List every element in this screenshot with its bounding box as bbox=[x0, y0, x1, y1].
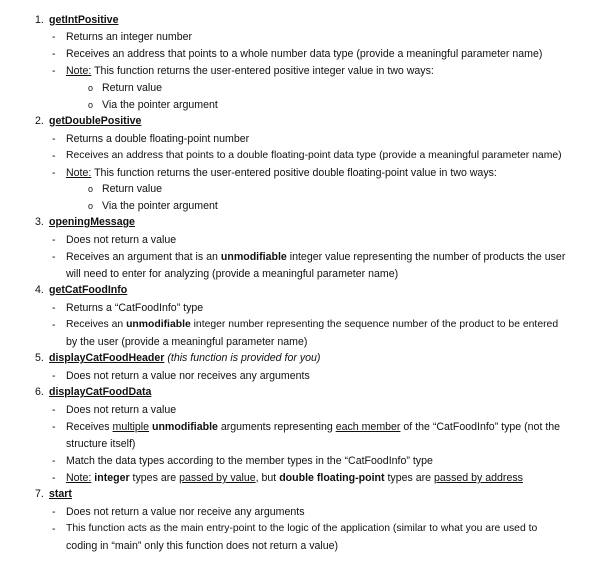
dash-bullet: - bbox=[52, 48, 56, 60]
item-number: 5. bbox=[35, 352, 44, 364]
dash-bullet: - bbox=[52, 472, 56, 484]
function-name: displayCatFoodHeader bbox=[49, 352, 165, 364]
bullet-text: Receives multiple unmodifiable arguments representing each member of the “CatFoodInfo” type (not the bbox=[66, 421, 561, 433]
dash-bullet: - bbox=[52, 234, 56, 246]
function-name: start bbox=[49, 488, 72, 500]
bullet-text: Does not return a value nor receives any arguments bbox=[66, 370, 310, 382]
dash-bullet: - bbox=[52, 167, 56, 179]
dash-bullet: - bbox=[52, 506, 56, 518]
item-number: 2. bbox=[35, 115, 44, 127]
item-number: 4. bbox=[35, 284, 44, 296]
function-name: openingMessage bbox=[49, 216, 135, 228]
circle-bullet: o bbox=[88, 83, 94, 93]
function-name: getIntPositive bbox=[49, 14, 119, 26]
bullet-text: This function acts as the main entry-point to the logic of the application (similar to what you are used to bbox=[66, 523, 538, 534]
dash-bullet: - bbox=[52, 251, 56, 263]
dash-bullet: - bbox=[52, 65, 56, 77]
item-heading bbox=[49, 351, 320, 365]
item-number: 3. bbox=[35, 216, 44, 228]
note-text: Note: This function returns the user-entered positive integer value in two ways: bbox=[66, 65, 434, 77]
bullet-text-continued: structure itself) bbox=[66, 438, 136, 450]
subbullet-text: Return value bbox=[102, 82, 163, 94]
note-text: Note: This function returns the user-entered positive double floating-point value in two ways: bbox=[66, 167, 497, 179]
bullet-text-continued: coding in “main” only this function does not return a value) bbox=[66, 540, 339, 552]
dash-bullet: - bbox=[52, 319, 56, 331]
bullet-text: Receives an argument that is an unmodifiable integer value representing the number of products the user bbox=[66, 251, 566, 263]
bullet-text: Match the data types according to the member types in the “CatFoodInfo” type bbox=[66, 455, 433, 467]
item-number: 7. bbox=[35, 488, 44, 500]
bullet-text: Receives an address that points to a double floating-point data type (provide a meaningful parameter name) bbox=[66, 150, 562, 161]
bullet-text-continued: by the user (provide a meaningful parameter name) bbox=[66, 336, 308, 348]
function-name: getDoublePositive bbox=[49, 115, 142, 127]
function-name: displayCatFoodData bbox=[49, 386, 152, 398]
item-number: 6. bbox=[35, 386, 44, 398]
bullet-text: Receives an unmodifiable integer number representing the sequence number of the product to be entered bbox=[66, 319, 559, 330]
bullet-text: Does not return a value bbox=[66, 234, 177, 246]
subbullet-text: Via the pointer argument bbox=[102, 200, 218, 212]
dash-bullet: - bbox=[52, 31, 56, 43]
bullet-text: Returns a double floating-point number bbox=[66, 133, 250, 145]
circle-bullet: o bbox=[88, 184, 94, 194]
bullet-text: Returns an integer number bbox=[66, 31, 193, 43]
function-name: getCatFoodInfo bbox=[49, 284, 128, 296]
circle-bullet: o bbox=[88, 201, 94, 211]
dash-bullet: - bbox=[52, 302, 56, 314]
circle-bullet: o bbox=[88, 100, 94, 110]
dash-bullet: - bbox=[52, 133, 56, 145]
item-note: (this function is provided for you) bbox=[167, 352, 321, 364]
bullet-text: Returns a “CatFoodInfo” type bbox=[66, 302, 204, 314]
note-text: Note: integer types are passed by value, but double floating-point types are passed by address bbox=[66, 472, 523, 484]
bullet-text-continued: will need to enter for analyzing (provide a meaningful parameter name) bbox=[66, 268, 399, 280]
dash-bullet: - bbox=[52, 421, 56, 433]
dash-bullet: - bbox=[52, 523, 56, 535]
dash-bullet: - bbox=[52, 404, 56, 416]
bullet-text: Receives an address that points to a whole number data type (provide a meaningful parameter name) bbox=[66, 48, 543, 60]
subbullet-text: Via the pointer argument bbox=[102, 99, 218, 111]
dash-bullet: - bbox=[52, 150, 56, 162]
dash-bullet: - bbox=[52, 370, 56, 382]
dash-bullet: - bbox=[52, 455, 56, 467]
subbullet-text: Return value bbox=[102, 183, 163, 195]
item-number: 1. bbox=[35, 14, 44, 26]
bullet-text: Does not return a value nor receive any arguments bbox=[66, 506, 305, 518]
bullet-text: Does not return a value bbox=[66, 404, 177, 416]
